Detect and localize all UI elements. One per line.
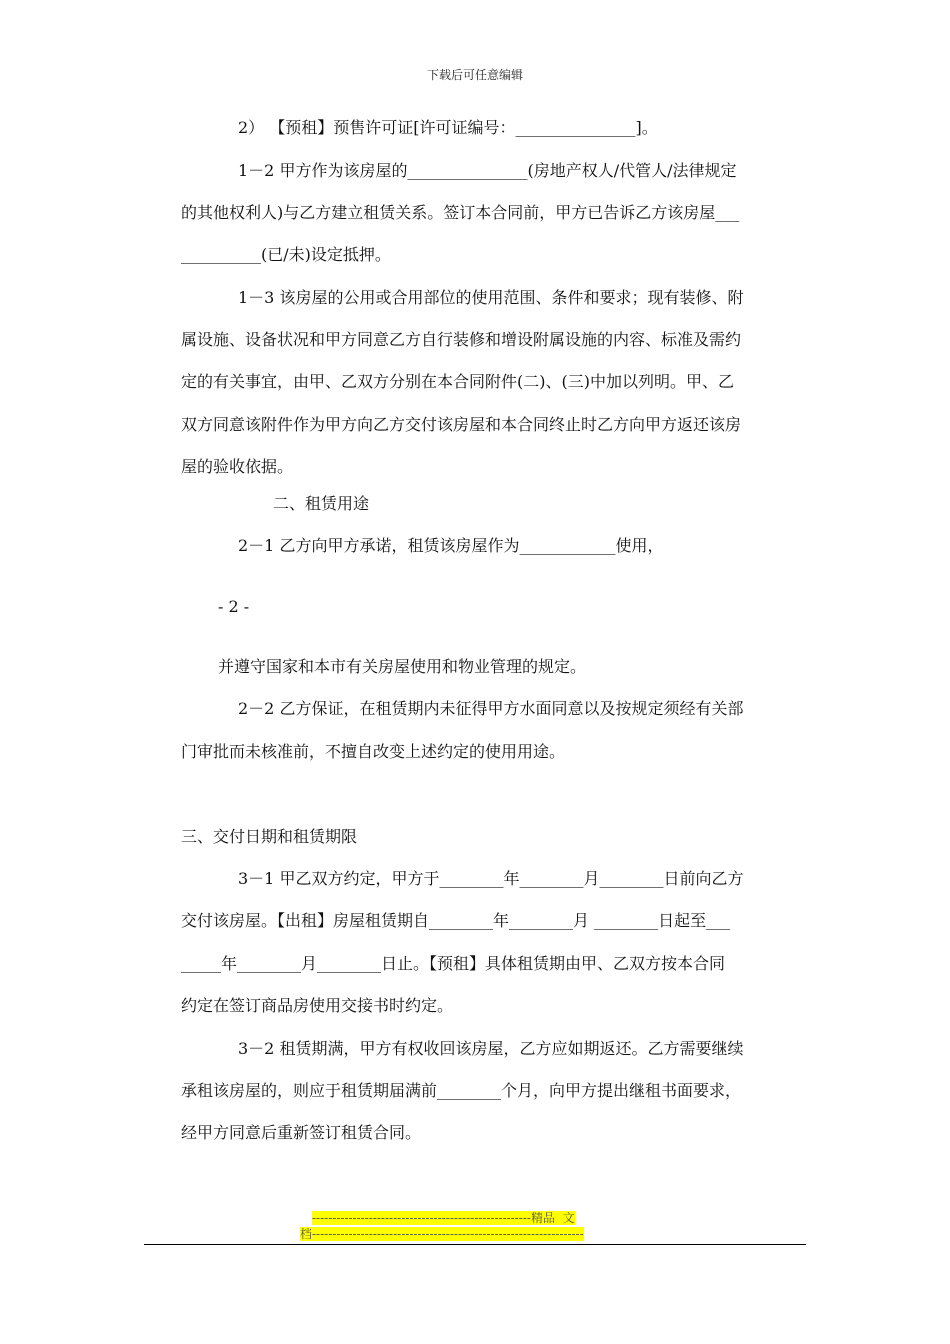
page-number: - 2 - (218, 597, 250, 616)
clause-1-1-2-prelease: 2） 【预租】预售许可证[许可证编号：_______________]。 (238, 118, 658, 137)
clause-1-3-line3: 定的有关事宜，由甲、乙双方分别在本合同附件(二)、(三)中加以列明。甲、乙 (181, 372, 734, 391)
clause-3-2-line3: 经甲方同意后重新签订租赁合同。 (181, 1123, 422, 1142)
clause-1-2-line2: 的其他权利人)与乙方建立租赁关系。签订本合同前，甲方已告诉乙方该房屋___ (181, 203, 740, 222)
footer-watermark-line1: ------------------------------------------------------精品 文 (312, 1211, 575, 1225)
clause-3-1-line4: 约定在签订商品房使用交接书时约定。 (181, 996, 454, 1015)
page-header: 下载后可任意编辑 (426, 68, 523, 82)
clause-2-1-line1: 2－1 乙方向甲方承诺，租赁该房屋作为____________使用， (238, 536, 664, 555)
clause-2-1-line2: 并遵守国家和本市有关房屋使用和物业管理的规定。 (218, 657, 587, 676)
footer-watermark-line2: 档------------------------------------------------------------------- (300, 1227, 584, 1241)
clause-3-1-line1: 3－1 甲乙双方约定，甲方于________年________月________日前向乙方 (238, 869, 744, 888)
clause-3-2-line1: 3－2 租赁期满，甲方有权收回该房屋，乙方应如期返还。乙方需要继续 (238, 1039, 744, 1058)
clause-1-2-line1: 1－2 甲方作为该房屋的_______________(房地产权人/代管人/法律规定 (238, 161, 737, 180)
clause-1-3-line5: 屋的验收依据。 (181, 457, 294, 476)
clause-3-1-line2: 交付该房屋。【出租】房屋租赁期自________年________月 ________日起至___ (181, 911, 731, 930)
clause-1-2-line3: __________(已/未)设定抵押。 (181, 245, 391, 264)
footer-divider (144, 1244, 806, 1245)
clause-1-3-line1: 1－3 该房屋的公用或合用部位的使用范围、条件和要求；现有装修、附 (238, 288, 744, 307)
clause-1-3-line2: 属设施、设备状况和甲方同意乙方自行装修和增设附属设施的内容、标准及需约 (181, 330, 742, 349)
clause-2-2-line2: 门审批而未核准前，不擅自改变上述约定的使用用途。 (181, 742, 566, 761)
clause-1-3-line4: 双方同意该附件作为甲方向乙方交付该房屋和本合同终止时乙方向甲方返还该房 (181, 415, 742, 434)
clause-3-2-line2: 承租该房屋的，则应于租赁期届满前________个月，向甲方提出继租书面要求， (181, 1081, 742, 1100)
clause-2-2-line1: 2－2 乙方保证，在租赁期内未征得甲方水面同意以及按规定须经有关部 (238, 699, 744, 718)
section-2-heading: 二、租赁用途 (273, 494, 370, 513)
clause-3-1-line3: _____年________月________日止。【预租】具体租赁期由甲、乙双方按本合同 (181, 954, 726, 973)
section-3-heading: 三、交付日期和租赁期限 (181, 827, 358, 846)
